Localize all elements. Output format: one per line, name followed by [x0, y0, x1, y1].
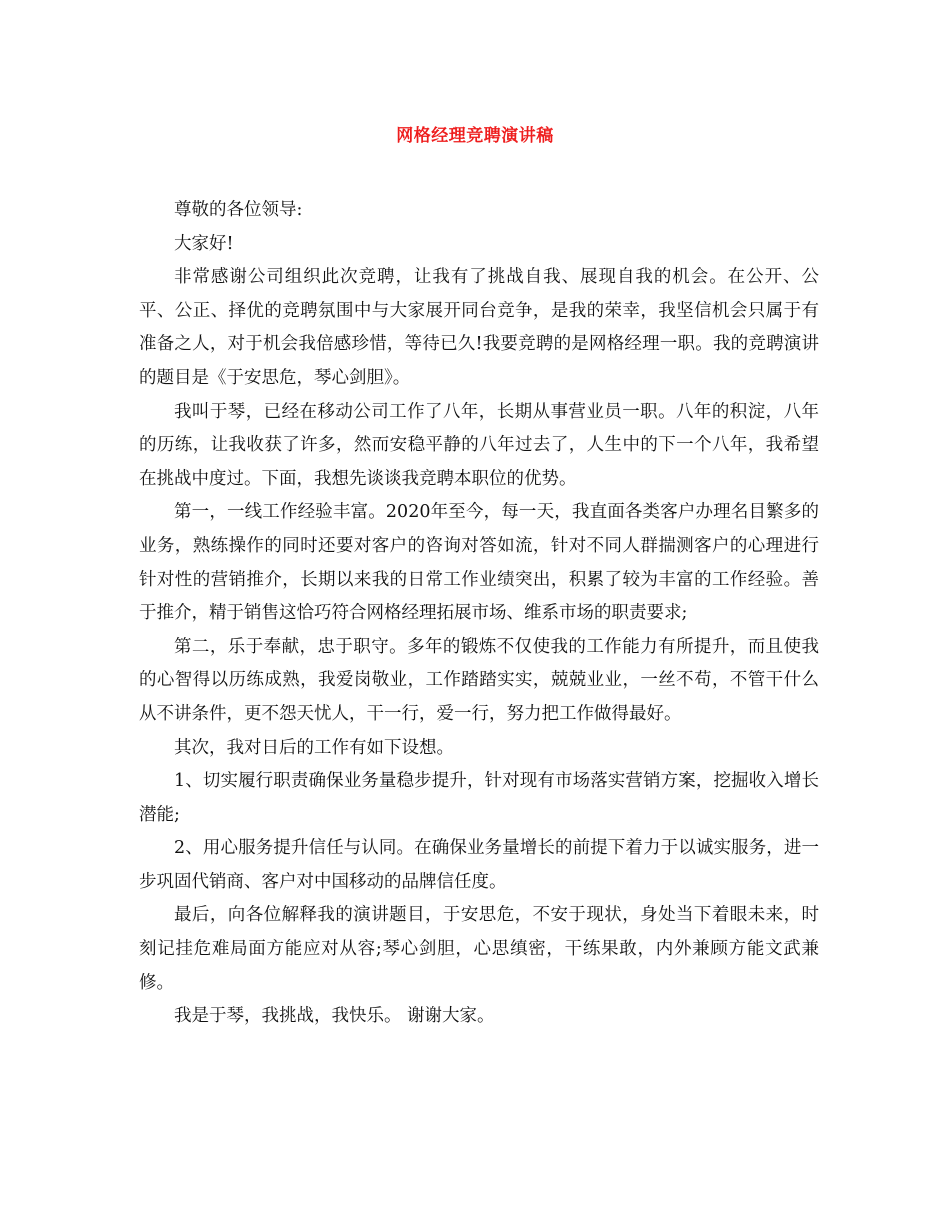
- document-title: 网格经理竞聘演讲稿: [396, 126, 554, 146]
- closing-explanation-paragraph: 最后，向各位解释我的演讲题目，于安思危，不安于现状，身处当下着眼未来，时刻记挂危难局面方能应对从容;琴心剑胆，心思缜密，干练果敢，内外兼顾方能文武兼修。: [139, 905, 819, 993]
- plans-intro-paragraph: 其次，我对日后的工作有如下设想。: [174, 737, 454, 758]
- document-body: [139, 194, 819, 1034]
- plan-two-paragraph: 2、用心服务提升信任与认同。在确保业务量增长的前提下着力于以诚实服务，进一步巩固代销商、客户对中国移动的品牌信任度。: [139, 838, 819, 892]
- closing-thanks-paragraph: 我是于琴，我挑战，我快乐。 谢谢大家。: [174, 1006, 495, 1027]
- introduction-paragraph: 我叫于琴，已经在移动公司工作了八年，长期从事营业员一职。八年的积淀，八年的历练，让我收获了许多，然而安稳平静的八年过去了，人生中的下一个八年，我希望在挑战中度过。下面，我想先谈谈我竞聘本职位的优势。: [139, 401, 819, 489]
- salutation-paragraph: 尊敬的各位领导:: [174, 200, 303, 220]
- greeting-paragraph: 大家好!: [174, 233, 234, 254]
- advantage-one-paragraph: 第一，一线工作经验丰富。2020年至今，每一天，我直面各类客户办理名目繁多的业务，熟练操作的同时还要对客户的咨询对答如流，针对不同人群揣测客户的心理进行针对性的营销推介，长期以来我的日常工作业绩突出，积累了较为丰富的工作经验。善于推介，精于销售这恰巧符合网格经理拓展市场、维系市场的职责要求;: [139, 502, 819, 624]
- advantage-two-paragraph: 第二，乐于奉献，忠于职守。多年的锻炼不仅使我的工作能力有所提升，而且使我的心智得以历练成熟，我爱岗敬业，工作踏踏实实，兢兢业业，一丝不苟，不管干什么从不讲条件，更不怨天忧人，干一行，爱一行，努力把工作做得最好。: [139, 636, 819, 724]
- opening-paragraph: 非常感谢公司组织此次竞聘，让我有了挑战自我、展现自我的机会。在公开、公平、公正、择优的竞聘氛围中与大家展开同台竞争，是我的荣幸，我坚信机会只属于有准备之人，对于机会我倍感珍惜，等待已久!我要竞聘的是网格经理一职。我的竞聘演讲的题目是《于安思危，琴心剑胆》。: [139, 267, 819, 388]
- plan-one-paragraph: 1、切实履行职责确保业务量稳步提升，针对现有市场落实营销方案，挖掘收入增长潜能;: [139, 771, 819, 825]
